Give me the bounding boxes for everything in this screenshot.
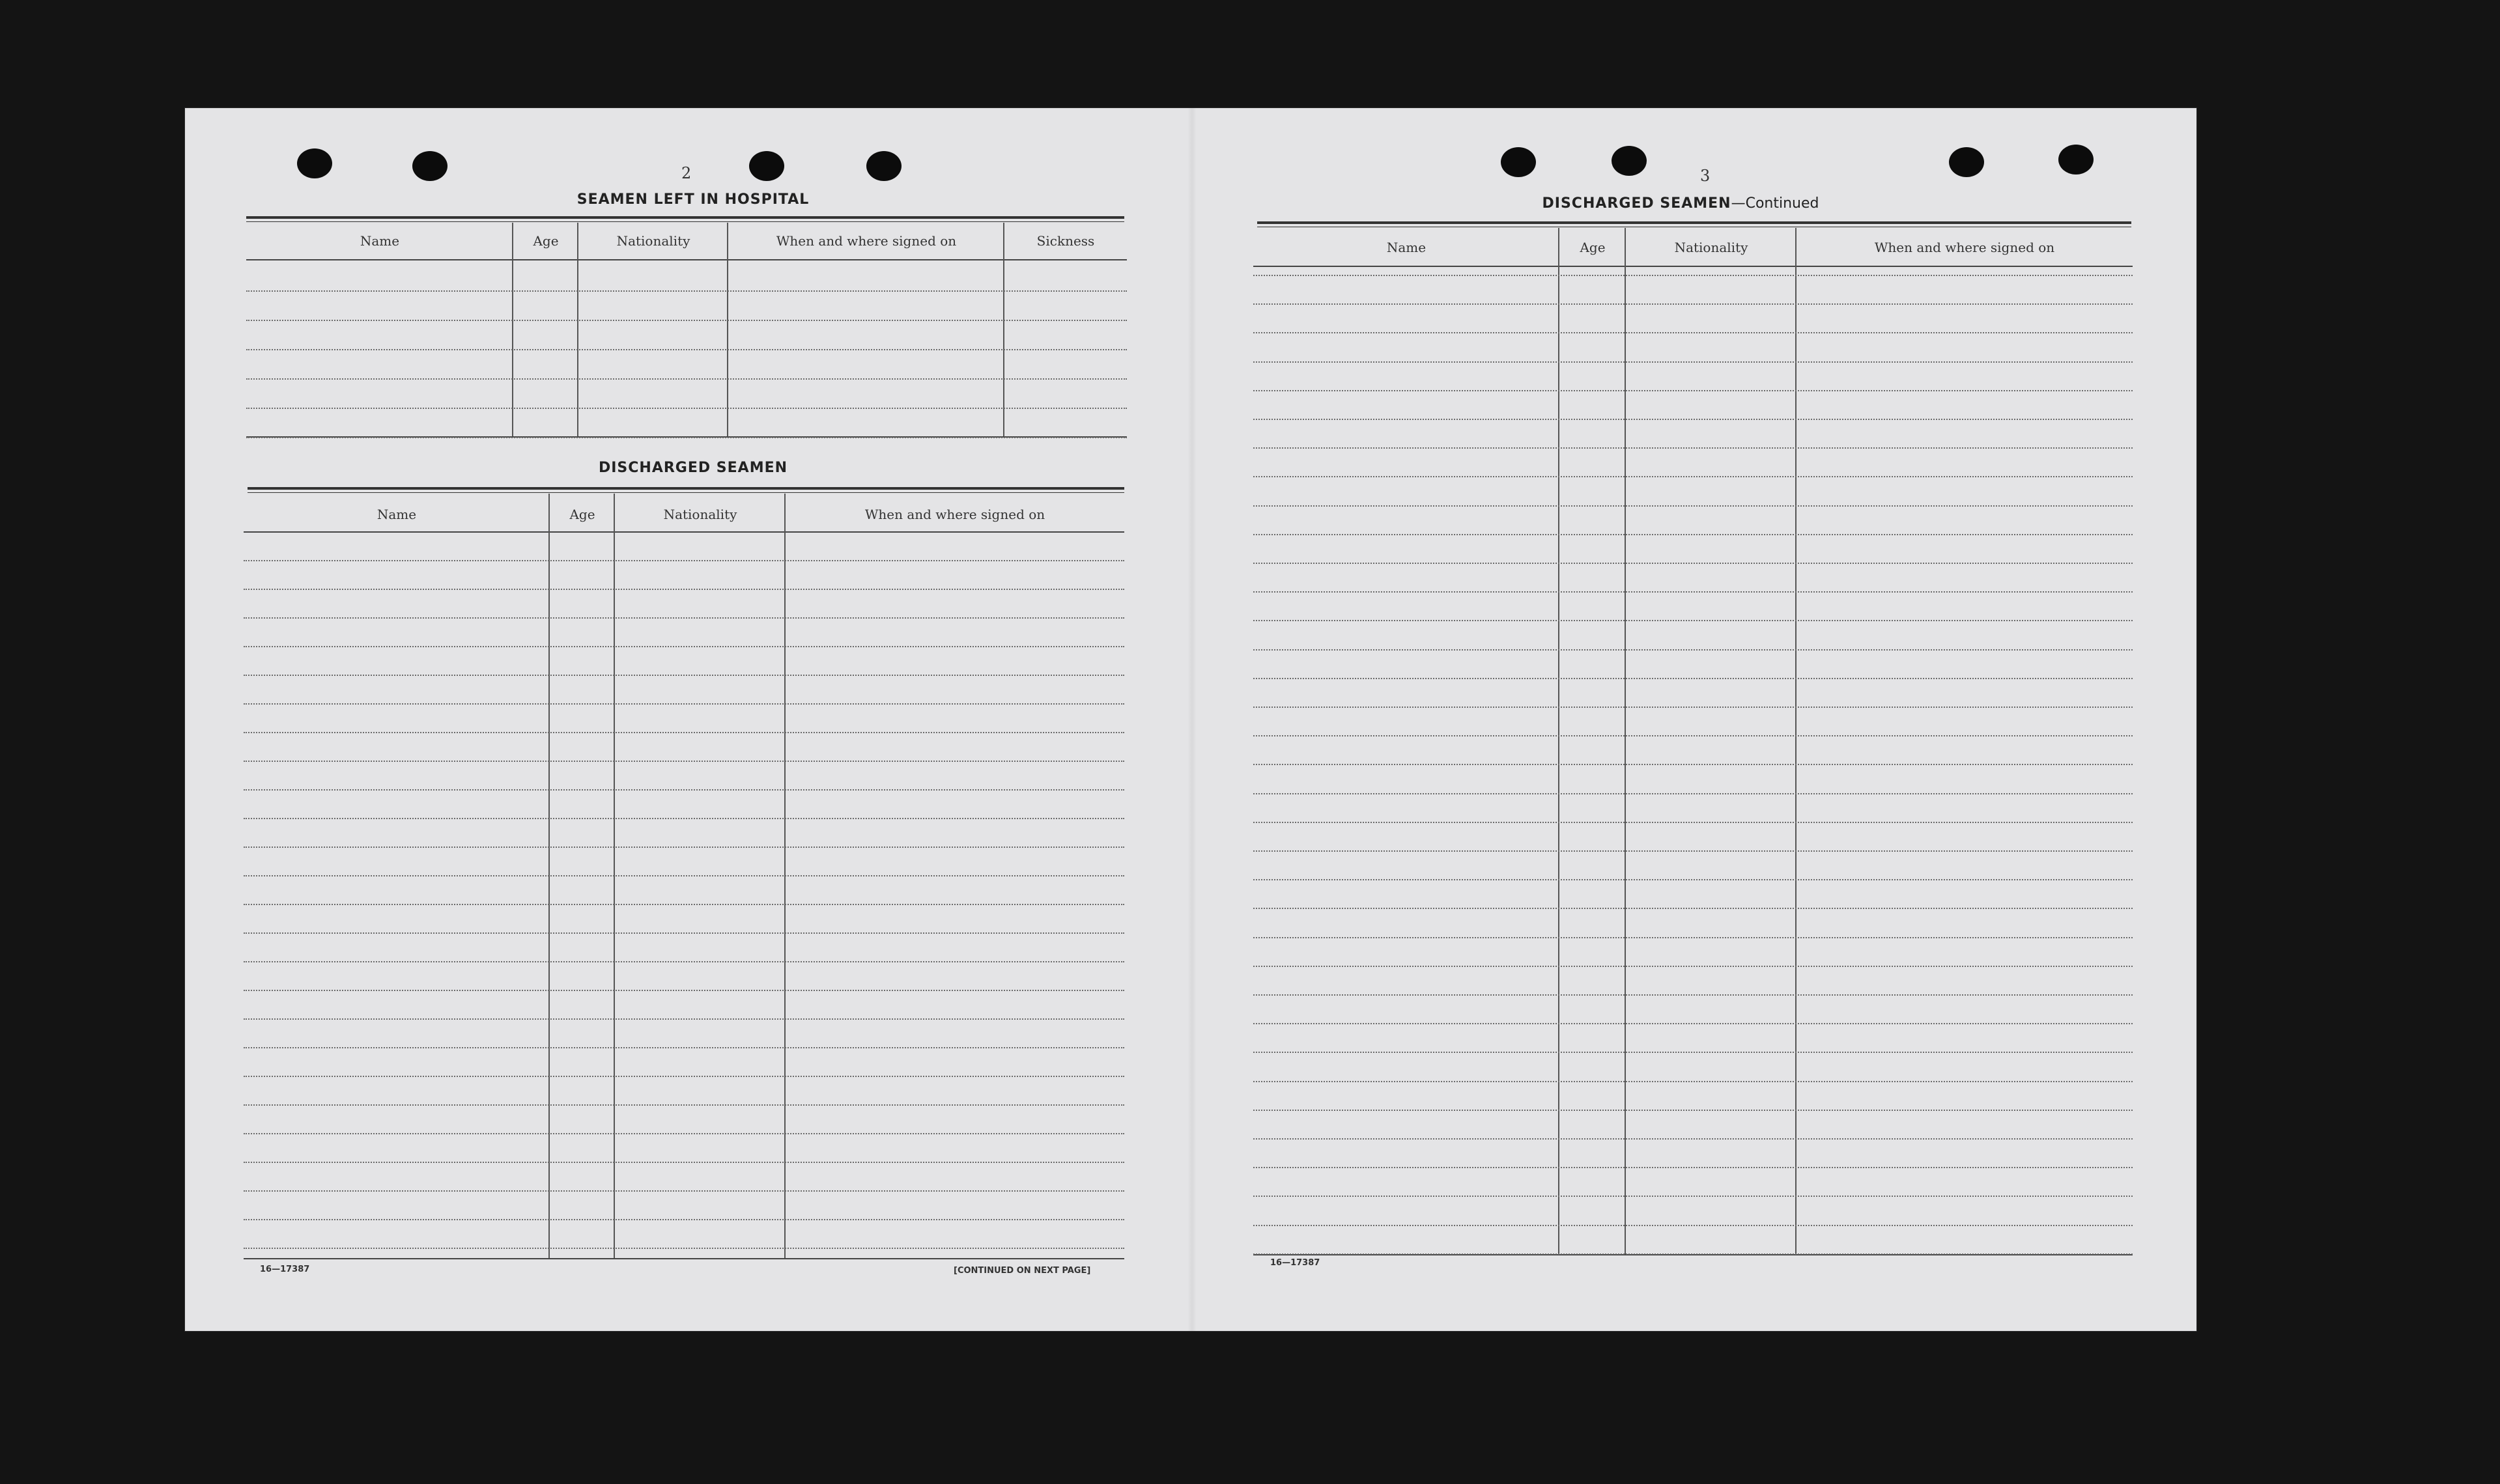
- row-line: [244, 732, 1124, 733]
- row-line: [1253, 1196, 2133, 1197]
- col-head-signed-on: When and where signed on: [776, 233, 957, 249]
- row-line: [246, 290, 1127, 292]
- row-line: [1253, 534, 2133, 535]
- col-head-nationality: Nationality: [616, 233, 690, 249]
- row-line: [244, 789, 1124, 791]
- row-line: [1253, 447, 2133, 449]
- row-line: [244, 1162, 1124, 1163]
- row-line: [244, 847, 1124, 848]
- row-line: [244, 589, 1124, 590]
- continued-title-rule: [1257, 221, 2131, 224]
- row-line: [244, 932, 1124, 934]
- column-divider: [577, 223, 578, 438]
- header-rule: [244, 531, 1124, 533]
- col-head-name: Name: [360, 233, 400, 249]
- col-head-sickness: Sickness: [1036, 233, 1095, 249]
- discharged-table-left: [244, 494, 1124, 1259]
- discharged-continued-label: DISCHARGED SEAMEN: [1542, 195, 1731, 212]
- row-line: [244, 703, 1124, 705]
- row-line: [1253, 937, 2133, 938]
- row-line: [1253, 994, 2133, 996]
- column-divider: [727, 223, 728, 438]
- row-line: [1253, 476, 2133, 477]
- col-head-name: Name: [1386, 240, 1427, 255]
- discharged-section-title: DISCHARGED SEAMEN: [598, 460, 788, 476]
- row-line: [244, 1219, 1124, 1220]
- row-line: [244, 875, 1124, 876]
- col-head-age: Age: [1580, 240, 1606, 255]
- row-line: [244, 818, 1124, 819]
- punch-hole: [2058, 145, 2094, 175]
- row-line: [246, 408, 1127, 409]
- hospital-section-title: SEAMEN LEFT IN HOSPITAL: [576, 191, 810, 208]
- row-line: [1253, 1023, 2133, 1024]
- row-line: [244, 1076, 1124, 1077]
- row-line: [244, 560, 1124, 561]
- hospital-title-rule-thin: [246, 221, 1124, 222]
- row-line: [1253, 793, 2133, 794]
- column-divider: [1795, 228, 1797, 1255]
- header-rule: [1253, 266, 2133, 267]
- column-divider: [1003, 223, 1004, 438]
- column-divider: [1625, 228, 1626, 1255]
- column-divider: [784, 494, 786, 1259]
- row-line: [244, 1190, 1124, 1192]
- row-line: [1253, 505, 2133, 507]
- form-number-right: 16—17387: [1270, 1258, 1320, 1268]
- row-line: [1253, 908, 2133, 909]
- row-line: [1253, 563, 2133, 564]
- row-line: [1253, 332, 2133, 333]
- column-divider: [1558, 228, 1559, 1255]
- row-line: [246, 320, 1127, 321]
- continued-note: [CONTINUED ON NEXT PAGE]: [954, 1266, 1091, 1276]
- column-divider: [614, 494, 615, 1259]
- discharged-title-rule-thin: [248, 492, 1124, 493]
- row-line: [1253, 1253, 2133, 1255]
- row-line: [1253, 707, 2133, 708]
- hospital-table: [246, 223, 1127, 438]
- row-line: [1253, 649, 2133, 651]
- discharged-continued-title: [1537, 195, 1824, 212]
- row-line: [244, 646, 1124, 647]
- page-number-right: 3: [1700, 167, 1711, 185]
- punch-hole: [412, 151, 447, 181]
- form-number-left: 16—17387: [260, 1265, 310, 1274]
- row-line: [244, 1248, 1124, 1249]
- row-line: [1253, 620, 2133, 621]
- row-line: [246, 437, 1127, 438]
- row-line: [244, 675, 1124, 676]
- row-line: [244, 617, 1124, 619]
- col-head-age: Age: [533, 233, 559, 249]
- row-line: [1253, 850, 2133, 852]
- punch-hole: [297, 148, 332, 178]
- page-fold: [1187, 108, 1197, 1331]
- row-line: [1253, 735, 2133, 736]
- document-sheet: [185, 108, 2196, 1331]
- row-line: [1253, 1052, 2133, 1053]
- discharged-title-rule: [248, 487, 1124, 490]
- page-number-left: 2: [681, 164, 692, 182]
- row-line: [1253, 1081, 2133, 1082]
- row-line: [1253, 303, 2133, 305]
- continued-suffix: —Continued: [1731, 195, 1819, 212]
- column-divider: [512, 223, 513, 438]
- punch-hole: [1612, 146, 1647, 176]
- row-line: [1253, 419, 2133, 420]
- row-line: [1253, 275, 2133, 276]
- row-line: [244, 1133, 1124, 1134]
- col-head-nationality: Nationality: [663, 507, 737, 522]
- col-head-name: Name: [376, 507, 417, 522]
- row-line: [244, 961, 1124, 962]
- row-line: [1253, 879, 2133, 880]
- hospital-title-rule: [246, 216, 1124, 219]
- punch-hole: [1501, 147, 1536, 177]
- row-line: [244, 761, 1124, 762]
- row-line: [246, 378, 1127, 380]
- row-line: [244, 904, 1124, 905]
- row-line: [1253, 822, 2133, 823]
- row-line: [1253, 1138, 2133, 1140]
- row-line: [1253, 390, 2133, 391]
- row-line: [1253, 591, 2133, 593]
- col-head-nationality: Nationality: [1674, 240, 1748, 255]
- punch-hole: [1949, 147, 1984, 177]
- col-head-signed-on: When and where signed on: [1874, 240, 2055, 255]
- discharged-table-right: [1253, 228, 2133, 1255]
- col-head-age: Age: [569, 507, 595, 522]
- column-divider: [548, 494, 550, 1259]
- row-line: [1253, 678, 2133, 679]
- row-line: [1253, 1167, 2133, 1168]
- row-line: [244, 1047, 1124, 1048]
- row-line: [244, 990, 1124, 991]
- punch-hole: [749, 151, 784, 181]
- row-line: [1253, 1110, 2133, 1111]
- row-line: [1253, 1225, 2133, 1226]
- header-rule: [246, 259, 1127, 260]
- row-line: [1253, 764, 2133, 765]
- row-line: [1253, 361, 2133, 363]
- table-bottom-rule: [244, 1258, 1124, 1259]
- col-head-signed-on: When and where signed on: [864, 507, 1045, 522]
- punch-hole: [866, 151, 902, 181]
- row-line: [246, 349, 1127, 350]
- row-line: [244, 1018, 1124, 1020]
- row-line: [1253, 966, 2133, 967]
- row-line: [244, 1104, 1124, 1106]
